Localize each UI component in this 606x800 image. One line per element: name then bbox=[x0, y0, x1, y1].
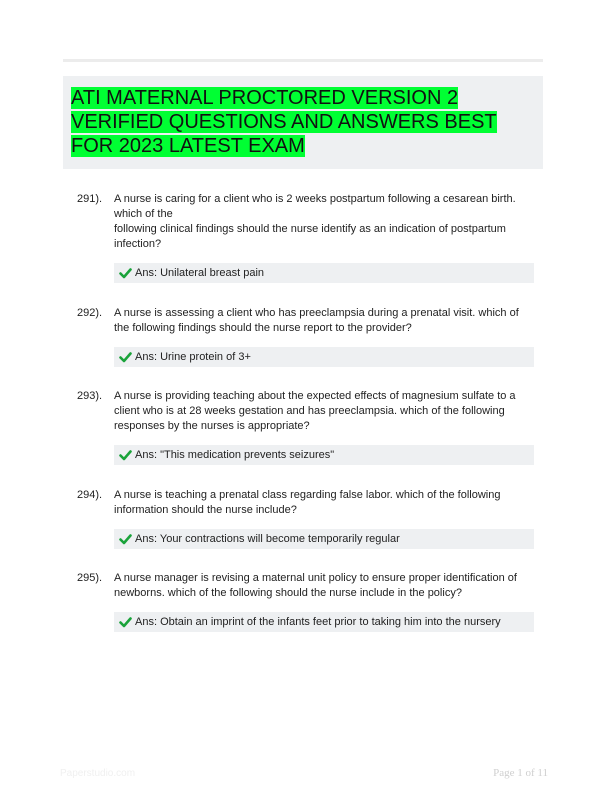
answer-text: Ans: Your contractions will become temporarily regular bbox=[135, 533, 400, 545]
answer-box bbox=[114, 445, 534, 465]
question-text: A nurse is assessing a client who has preeclampsia during a prenatal visit. which of the following findings should the nurse report to the provider? bbox=[114, 307, 519, 334]
question-text: A nurse is teaching a prenatal class regarding false labor. which of the following information should the nurse include? bbox=[114, 489, 501, 516]
footer-site: Paperstudio.com bbox=[60, 768, 136, 779]
answer-box bbox=[114, 529, 534, 549]
question-text: A nurse is providing teaching about the expected effects of magnesium sulfate to a client who is at 28 weeks gestation and has preeclampsia. which of the following responses by the nurses is appropriate? bbox=[114, 390, 516, 432]
question-item bbox=[63, 306, 543, 367]
answer-box bbox=[114, 347, 534, 367]
top-divider bbox=[63, 59, 543, 62]
answer-text: Ans: Urine protein of 3+ bbox=[135, 351, 251, 363]
question-number: 294). bbox=[77, 489, 103, 501]
question-number: 295). bbox=[77, 572, 103, 584]
check-icon bbox=[119, 616, 132, 628]
title-banner bbox=[63, 76, 543, 169]
check-icon bbox=[119, 351, 132, 363]
question-number: 291). bbox=[77, 193, 103, 205]
check-icon bbox=[119, 533, 132, 545]
question-item bbox=[63, 488, 543, 549]
question-text: A nurse manager is revising a maternal unit policy to ensure proper identification of newborns. which of the following should the nurse include in the policy? bbox=[114, 572, 517, 599]
answer-text: Ans: Unilateral breast pain bbox=[135, 267, 265, 279]
question-number: 292). bbox=[77, 307, 103, 319]
question-item bbox=[63, 192, 543, 283]
answer-text: Ans: "This medication prevents seizures" bbox=[135, 449, 335, 461]
page-number: Page 1 of 11 bbox=[493, 767, 548, 779]
check-icon bbox=[119, 449, 132, 461]
check-icon bbox=[119, 267, 132, 279]
answer-box bbox=[114, 612, 534, 632]
answer-text: Ans: Obtain an imprint of the infants feet prior to taking him into the nursery bbox=[135, 616, 501, 628]
question-text: A nurse is caring for a client who is 2 weeks postpartum following a cesarean birth. which of the following clinical findings should the nurse identify as an indication of postpartum infection? bbox=[114, 193, 516, 250]
question-number: 293). bbox=[77, 390, 103, 402]
question-item bbox=[63, 571, 543, 632]
answer-box bbox=[114, 263, 534, 283]
question-item bbox=[63, 389, 543, 465]
document-title: ATI MATERNAL PROCTORED VERSION 2 VERIFIED QUESTIONS AND ANSWERS BEST FOR 2023 LATEST EXAM bbox=[71, 87, 497, 157]
